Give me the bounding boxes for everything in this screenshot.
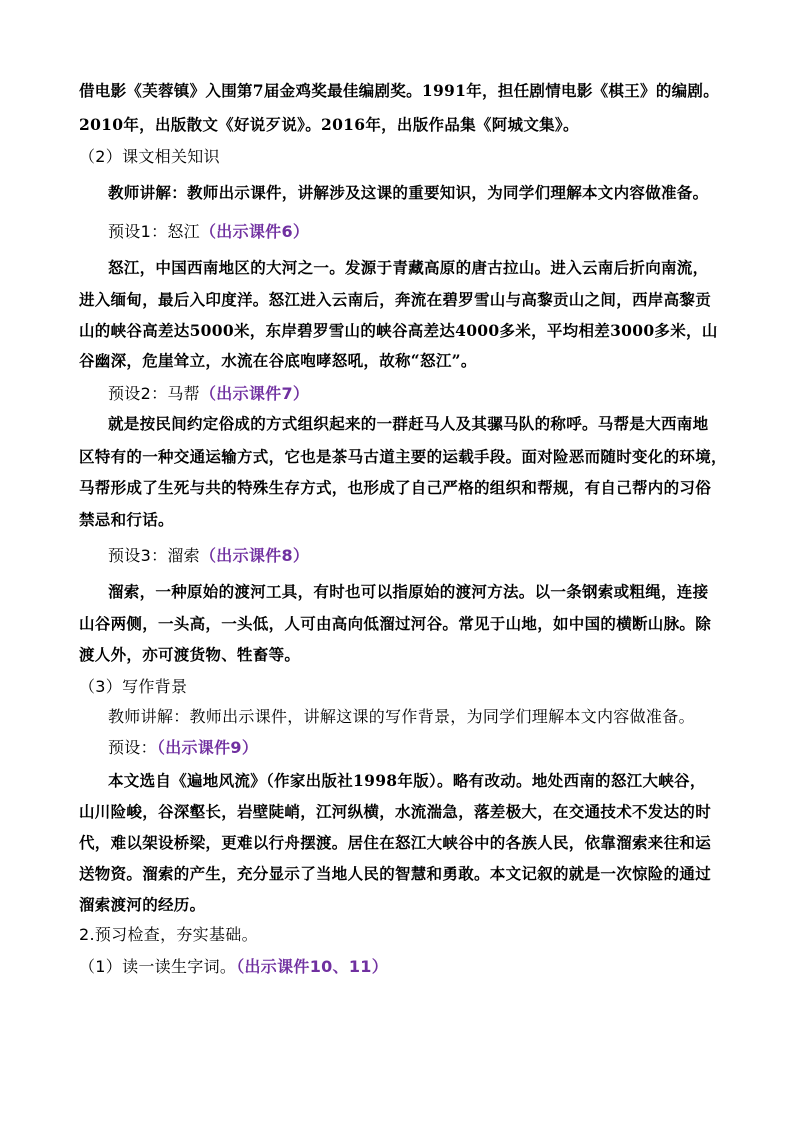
- background-line-2: 山川险峻，谷深壑长，岩壁陡峭，江河纵横，水流湍急，落差极大，在交通技术不发达的时: [79, 802, 712, 821]
- preset-1-heading: [108, 221, 720, 243]
- preset-2-label: 预设2：马帮: [108, 384, 200, 403]
- preset-2-line-2: 区特有的一种交通运输方式，它也是茶马古道主要的运载手段。面对险恶而随时变化的环境，: [79, 447, 727, 466]
- preset-2-line-1: 就是按民间约定俗成的方式组织起来的一群赶马人及其骡马队的称呼。马帮是大西南地: [108, 414, 709, 433]
- background-courseware-link[interactable]: （出示课件9）: [156, 738, 259, 757]
- preview-item-1-label: （1）读一读生字词。: [79, 957, 237, 976]
- preset-1-line-2: 进入缅甸，最后入印度洋。怒江进入云南后，奔流在碧罗雪山与高黎贡山之间，西岸高黎贡: [79, 290, 712, 309]
- background-preset-heading: [108, 737, 720, 759]
- preset-3-line-3: 渡人外，亦可渡货物、牲畜等。: [79, 645, 301, 664]
- preset-3-label: 预设3：溜索: [108, 546, 200, 565]
- preset-1-line-1: 怒江，中国西南地区的大河之一。发源于青藏高原的唐古拉山。进入云南后折向南流，: [108, 258, 709, 277]
- preset-3-line-1: 溜索，一种原始的渡河工具，有时也可以指原始的渡河方法。以一条钢索或粗绳，连接: [108, 582, 709, 601]
- background-line-4: 送物资。溜索的产生，充分显示了当地人民的智慧和勇敢。本文记叙的就是一次惊险的通过: [79, 864, 712, 883]
- intro-line-2: 2010年，出版散文《好说歹说》。2016年，出版作品集《阿城文集》。: [79, 115, 579, 134]
- intro-line-1: 借电影《芙蓉镇》入围第7届金鸡奖最佳编剧奖。1991年，担任剧情电影《棋王》的编剧。: [79, 81, 720, 100]
- preset-2-line-4: 禁忌和行话。: [79, 510, 174, 529]
- teacher-explain: 教师讲解：教师出示课件，讲解涉及这课的重要知识，为同学们理解本文内容做准备。: [108, 183, 709, 202]
- section-heading-preview: 2.预习检查，夯实基础。: [79, 925, 258, 944]
- preset-3-courseware-link[interactable]: （出示课件8）: [199, 546, 310, 565]
- background-line-5: 溜索渡河的经历。: [79, 895, 206, 914]
- preset-1-line-4: 谷幽深，危崖耸立，水流在谷底咆哮怒吼，故称“怒江”。: [79, 351, 477, 370]
- preset-2-heading: [108, 383, 720, 405]
- background-line-3: 代，难以架设桥梁，更难以行舟摆渡。居住在怒江大峡谷中的各族人民，依靠溜索来往和运: [79, 833, 712, 852]
- preset-1-courseware-link[interactable]: （出示课件6）: [199, 222, 310, 241]
- preview-courseware-link[interactable]: （出示课件10、11）: [236, 957, 389, 976]
- background-teacher: 教师讲解：教师出示课件，讲解这课的写作背景，为同学们理解本文内容做准备。: [108, 707, 695, 726]
- section-heading-background: （3）写作背景: [79, 677, 188, 696]
- preset-1-label: 预设1：怒江: [108, 222, 200, 241]
- preview-item-1: [79, 956, 719, 978]
- preset-1-line-3: 山的峡谷高差达5000米，东岸碧罗雪山的峡谷高差达4000多米，平均相差3000多米，山: [79, 321, 718, 340]
- preset-3-heading: [108, 545, 720, 567]
- preset-2-line-3: 马帮形成了生死与共的特殊生存方式，也形成了自己严格的组织和帮规，有自己帮内的习俗: [79, 478, 712, 497]
- background-preset-label: 预设：: [108, 738, 157, 757]
- section-heading-knowledge: （2）课文相关知识: [79, 147, 220, 166]
- preset-3-line-2: 山谷两侧，一头高，一头低，人可由高向低溜过河谷。常见于山地，如中国的横断山脉。除: [79, 614, 712, 633]
- background-line-1: 本文选自《遍地风流》（作家出版社1998年版）。略有改动。地处西南的怒江大峡谷，: [108, 771, 706, 790]
- preset-2-courseware-link[interactable]: （出示课件7）: [199, 384, 310, 403]
